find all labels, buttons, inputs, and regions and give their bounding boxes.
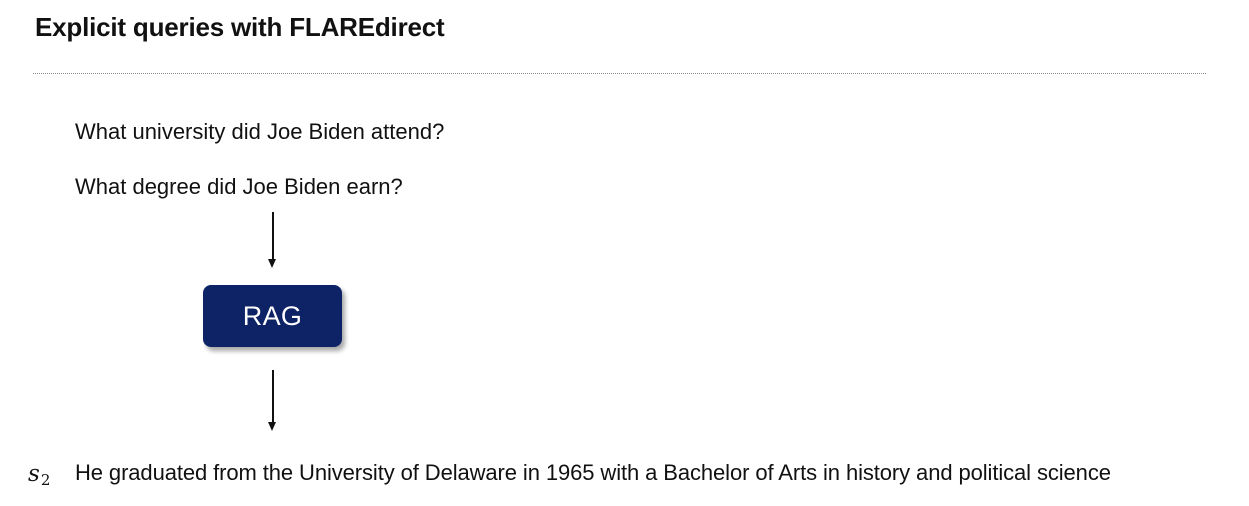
sentence-symbol: s [28,461,40,487]
diagram-title: Explicit queries with FLAREdirect [35,12,445,42]
query-university: What university did Joe Biden attend? [75,119,445,144]
query-degree: What degree did Joe Biden earn? [75,174,403,199]
arrow-down-icon [266,212,280,268]
sentence-subscript: 2 [40,471,51,489]
rag-box [203,285,342,347]
arrow-head [268,422,276,431]
generated-sentence: He graduated from the University of Delaware in 1965 with a Bachelor of Arts in history and political science [75,460,1111,485]
rag-label: RAG [242,300,303,331]
arrow-shaft [272,212,274,260]
arrow-head [268,259,276,268]
sentence-label [28,461,50,489]
dotted-divider [33,73,1206,74]
arrow-shaft [272,370,274,423]
arrow-down-icon [266,370,280,432]
